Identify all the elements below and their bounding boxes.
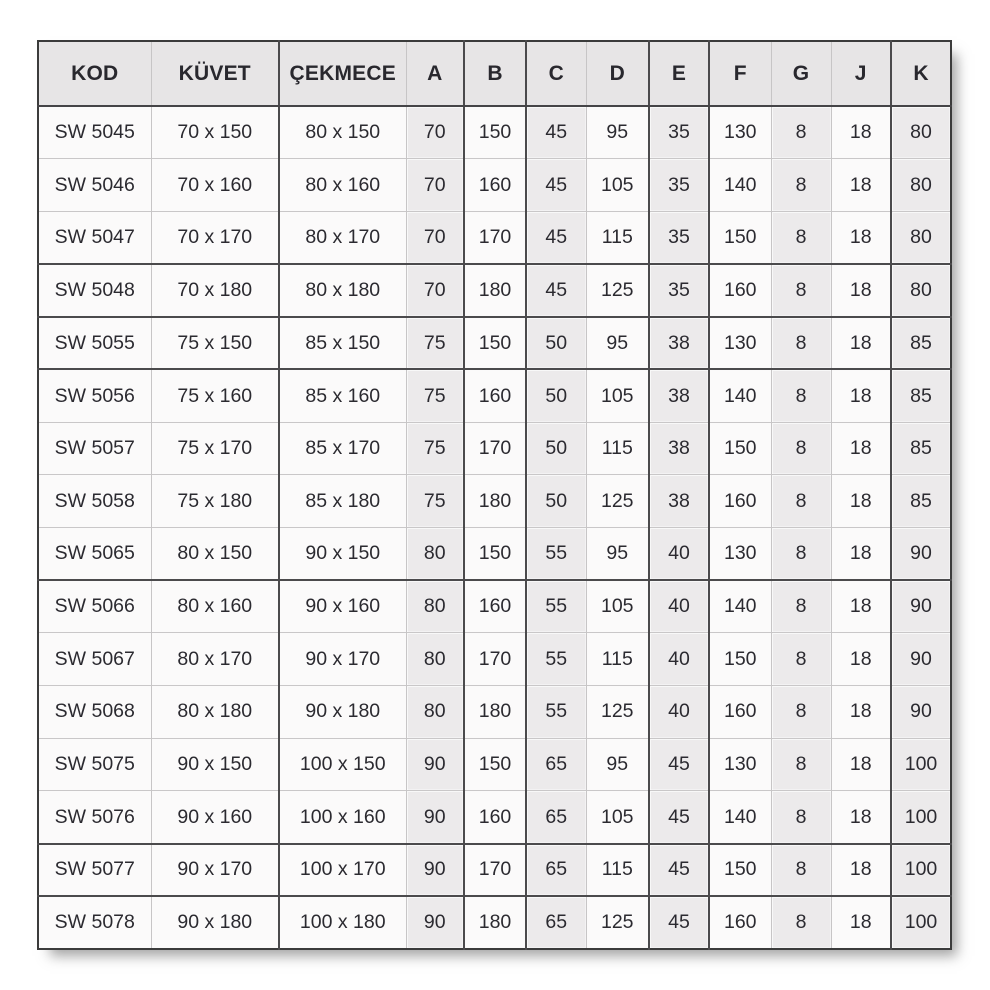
cell-d: 95: [586, 106, 649, 159]
cell-k: 85: [891, 317, 951, 370]
cell-k: 100: [891, 738, 951, 791]
cell-d: 95: [586, 317, 649, 370]
header-cell-b: B: [464, 41, 526, 106]
cell-f: 160: [709, 686, 771, 739]
cell-cekmece: 90 x 170: [279, 633, 406, 686]
cell-e: 35: [649, 106, 709, 159]
cell-d: 125: [586, 686, 649, 739]
table-row: [38, 896, 951, 949]
cell-a: 70: [406, 106, 464, 159]
cell-e: 45: [649, 844, 709, 897]
cell-cekmece: 85 x 170: [279, 422, 406, 475]
cell-c: 45: [526, 106, 586, 159]
cell-a: 75: [406, 317, 464, 370]
cell-cekmece: 80 x 160: [279, 159, 406, 212]
cell-k: 85: [891, 422, 951, 475]
cell-d: 115: [586, 844, 649, 897]
cell-j: 18: [831, 369, 891, 422]
cell-e: 35: [649, 159, 709, 212]
table-row: [38, 844, 951, 897]
cell-b: 180: [464, 264, 526, 317]
product-dimensions-table: [37, 40, 952, 950]
cell-kuvet: 70 x 150: [151, 106, 279, 159]
table-row: [38, 264, 951, 317]
cell-j: 18: [831, 791, 891, 844]
cell-a: 75: [406, 369, 464, 422]
cell-kod: SW 5056: [38, 369, 151, 422]
cell-j: 18: [831, 475, 891, 528]
cell-kuvet: 90 x 180: [151, 896, 279, 949]
cell-c: 50: [526, 369, 586, 422]
cell-f: 160: [709, 264, 771, 317]
cell-b: 170: [464, 211, 526, 264]
cell-g: 8: [771, 633, 831, 686]
cell-kuvet: 75 x 180: [151, 475, 279, 528]
cell-k: 100: [891, 844, 951, 897]
cell-b: 170: [464, 844, 526, 897]
cell-kuvet: 80 x 150: [151, 528, 279, 581]
cell-b: 180: [464, 686, 526, 739]
cell-c: 45: [526, 264, 586, 317]
cell-kuvet: 80 x 180: [151, 686, 279, 739]
cell-a: 90: [406, 738, 464, 791]
cell-k: 85: [891, 369, 951, 422]
cell-k: 80: [891, 106, 951, 159]
cell-kuvet: 80 x 160: [151, 580, 279, 633]
cell-d: 115: [586, 211, 649, 264]
cell-f: 140: [709, 791, 771, 844]
cell-j: 18: [831, 106, 891, 159]
cell-k: 80: [891, 211, 951, 264]
cell-f: 150: [709, 633, 771, 686]
cell-d: 125: [586, 475, 649, 528]
cell-g: 8: [771, 528, 831, 581]
cell-c: 50: [526, 317, 586, 370]
cell-e: 40: [649, 633, 709, 686]
cell-e: 38: [649, 422, 709, 475]
header-row: [38, 41, 951, 106]
cell-c: 55: [526, 633, 586, 686]
table-row: [38, 791, 951, 844]
cell-j: 18: [831, 159, 891, 212]
cell-kuvet: 75 x 170: [151, 422, 279, 475]
header-cell-kuvet: KÜVET: [151, 41, 279, 106]
cell-kod: SW 5047: [38, 211, 151, 264]
cell-b: 150: [464, 738, 526, 791]
cell-kod: SW 5075: [38, 738, 151, 791]
cell-d: 125: [586, 264, 649, 317]
cell-f: 140: [709, 159, 771, 212]
header-cell-e: E: [649, 41, 709, 106]
cell-b: 170: [464, 633, 526, 686]
cell-g: 8: [771, 317, 831, 370]
header-cell-c: C: [526, 41, 586, 106]
cell-kuvet: 90 x 160: [151, 791, 279, 844]
cell-a: 70: [406, 159, 464, 212]
cell-j: 18: [831, 580, 891, 633]
cell-j: 18: [831, 896, 891, 949]
cell-e: 45: [649, 791, 709, 844]
cell-f: 130: [709, 317, 771, 370]
cell-j: 18: [831, 211, 891, 264]
cell-kuvet: 70 x 160: [151, 159, 279, 212]
cell-c: 50: [526, 475, 586, 528]
cell-cekmece: 100 x 180: [279, 896, 406, 949]
cell-k: 80: [891, 264, 951, 317]
cell-g: 8: [771, 369, 831, 422]
cell-kod: SW 5065: [38, 528, 151, 581]
cell-d: 105: [586, 369, 649, 422]
cell-b: 150: [464, 106, 526, 159]
cell-e: 38: [649, 475, 709, 528]
header-cell-f: F: [709, 41, 771, 106]
cell-f: 130: [709, 738, 771, 791]
cell-g: 8: [771, 475, 831, 528]
cell-kod: SW 5046: [38, 159, 151, 212]
cell-j: 18: [831, 686, 891, 739]
cell-a: 75: [406, 422, 464, 475]
cell-g: 8: [771, 106, 831, 159]
cell-k: 100: [891, 896, 951, 949]
cell-j: 18: [831, 738, 891, 791]
cell-f: 140: [709, 580, 771, 633]
cell-f: 130: [709, 528, 771, 581]
cell-kod: SW 5057: [38, 422, 151, 475]
cell-j: 18: [831, 633, 891, 686]
cell-kod: SW 5068: [38, 686, 151, 739]
cell-g: 8: [771, 422, 831, 475]
header-cell-g: G: [771, 41, 831, 106]
cell-f: 130: [709, 106, 771, 159]
cell-c: 50: [526, 422, 586, 475]
cell-j: 18: [831, 528, 891, 581]
cell-c: 55: [526, 528, 586, 581]
cell-b: 150: [464, 317, 526, 370]
table-row: [38, 369, 951, 422]
cell-c: 65: [526, 896, 586, 949]
cell-g: 8: [771, 686, 831, 739]
table-row: [38, 422, 951, 475]
cell-k: 90: [891, 633, 951, 686]
cell-a: 80: [406, 528, 464, 581]
cell-c: 65: [526, 791, 586, 844]
table-row: [38, 528, 951, 581]
cell-f: 150: [709, 844, 771, 897]
cell-c: 55: [526, 686, 586, 739]
cell-kod: SW 5077: [38, 844, 151, 897]
cell-a: 80: [406, 580, 464, 633]
cell-g: 8: [771, 159, 831, 212]
cell-kuvet: 90 x 150: [151, 738, 279, 791]
header-cell-k: K: [891, 41, 951, 106]
cell-k: 100: [891, 791, 951, 844]
table-row: [38, 580, 951, 633]
cell-a: 80: [406, 633, 464, 686]
cell-kuvet: 80 x 170: [151, 633, 279, 686]
cell-kod: SW 5078: [38, 896, 151, 949]
table-row: [38, 159, 951, 212]
cell-a: 90: [406, 791, 464, 844]
cell-cekmece: 100 x 160: [279, 791, 406, 844]
cell-k: 80: [891, 159, 951, 212]
cell-e: 35: [649, 264, 709, 317]
cell-b: 180: [464, 475, 526, 528]
cell-cekmece: 85 x 180: [279, 475, 406, 528]
table-row: [38, 686, 951, 739]
cell-j: 18: [831, 264, 891, 317]
cell-e: 40: [649, 580, 709, 633]
cell-b: 160: [464, 791, 526, 844]
cell-f: 150: [709, 422, 771, 475]
cell-g: 8: [771, 580, 831, 633]
cell-g: 8: [771, 738, 831, 791]
cell-d: 95: [586, 738, 649, 791]
cell-cekmece: 100 x 150: [279, 738, 406, 791]
cell-c: 45: [526, 211, 586, 264]
cell-f: 150: [709, 211, 771, 264]
cell-k: 90: [891, 528, 951, 581]
cell-j: 18: [831, 422, 891, 475]
cell-a: 75: [406, 475, 464, 528]
cell-cekmece: 100 x 170: [279, 844, 406, 897]
cell-e: 38: [649, 369, 709, 422]
cell-cekmece: 80 x 180: [279, 264, 406, 317]
cell-cekmece: 80 x 150: [279, 106, 406, 159]
cell-b: 180: [464, 896, 526, 949]
table-row: [38, 738, 951, 791]
header-cell-a: A: [406, 41, 464, 106]
cell-f: 160: [709, 896, 771, 949]
cell-kuvet: 70 x 180: [151, 264, 279, 317]
cell-b: 150: [464, 528, 526, 581]
cell-kuvet: 70 x 170: [151, 211, 279, 264]
cell-b: 160: [464, 159, 526, 212]
cell-kod: SW 5066: [38, 580, 151, 633]
cell-f: 140: [709, 369, 771, 422]
header-cell-j: J: [831, 41, 891, 106]
cell-d: 105: [586, 791, 649, 844]
cell-k: 90: [891, 686, 951, 739]
cell-g: 8: [771, 211, 831, 264]
cell-kod: SW 5048: [38, 264, 151, 317]
cell-c: 45: [526, 159, 586, 212]
table-row: [38, 317, 951, 370]
cell-c: 65: [526, 738, 586, 791]
cell-d: 105: [586, 580, 649, 633]
table-row: [38, 475, 951, 528]
header-cell-kod: KOD: [38, 41, 151, 106]
cell-cekmece: 90 x 180: [279, 686, 406, 739]
table-row: [38, 211, 951, 264]
cell-e: 40: [649, 686, 709, 739]
header-cell-cekmece: ÇEKMECE: [279, 41, 406, 106]
cell-g: 8: [771, 844, 831, 897]
cell-a: 90: [406, 896, 464, 949]
cell-kod: SW 5076: [38, 791, 151, 844]
cell-f: 160: [709, 475, 771, 528]
cell-k: 90: [891, 580, 951, 633]
cell-d: 115: [586, 422, 649, 475]
cell-a: 90: [406, 844, 464, 897]
table-row: [38, 633, 951, 686]
cell-cekmece: 80 x 170: [279, 211, 406, 264]
cell-e: 35: [649, 211, 709, 264]
cell-g: 8: [771, 791, 831, 844]
cell-g: 8: [771, 264, 831, 317]
cell-kuvet: 90 x 170: [151, 844, 279, 897]
cell-cekmece: 90 x 150: [279, 528, 406, 581]
cell-cekmece: 85 x 160: [279, 369, 406, 422]
cell-c: 65: [526, 844, 586, 897]
cell-kod: SW 5058: [38, 475, 151, 528]
cell-e: 40: [649, 528, 709, 581]
cell-j: 18: [831, 844, 891, 897]
cell-k: 85: [891, 475, 951, 528]
cell-b: 160: [464, 580, 526, 633]
cell-cekmece: 90 x 160: [279, 580, 406, 633]
cell-kod: SW 5067: [38, 633, 151, 686]
cell-b: 160: [464, 369, 526, 422]
cell-a: 80: [406, 686, 464, 739]
cell-d: 125: [586, 896, 649, 949]
header-cell-d: D: [586, 41, 649, 106]
table-row: [38, 106, 951, 159]
cell-kod: SW 5045: [38, 106, 151, 159]
cell-e: 45: [649, 896, 709, 949]
cell-kuvet: 75 x 150: [151, 317, 279, 370]
cell-d: 95: [586, 528, 649, 581]
cell-kod: SW 5055: [38, 317, 151, 370]
cell-a: 70: [406, 264, 464, 317]
cell-d: 115: [586, 633, 649, 686]
cell-cekmece: 85 x 150: [279, 317, 406, 370]
cell-e: 45: [649, 738, 709, 791]
cell-d: 105: [586, 159, 649, 212]
cell-c: 55: [526, 580, 586, 633]
cell-j: 18: [831, 317, 891, 370]
cell-e: 38: [649, 317, 709, 370]
cell-kuvet: 75 x 160: [151, 369, 279, 422]
cell-g: 8: [771, 896, 831, 949]
cell-b: 170: [464, 422, 526, 475]
cell-a: 70: [406, 211, 464, 264]
